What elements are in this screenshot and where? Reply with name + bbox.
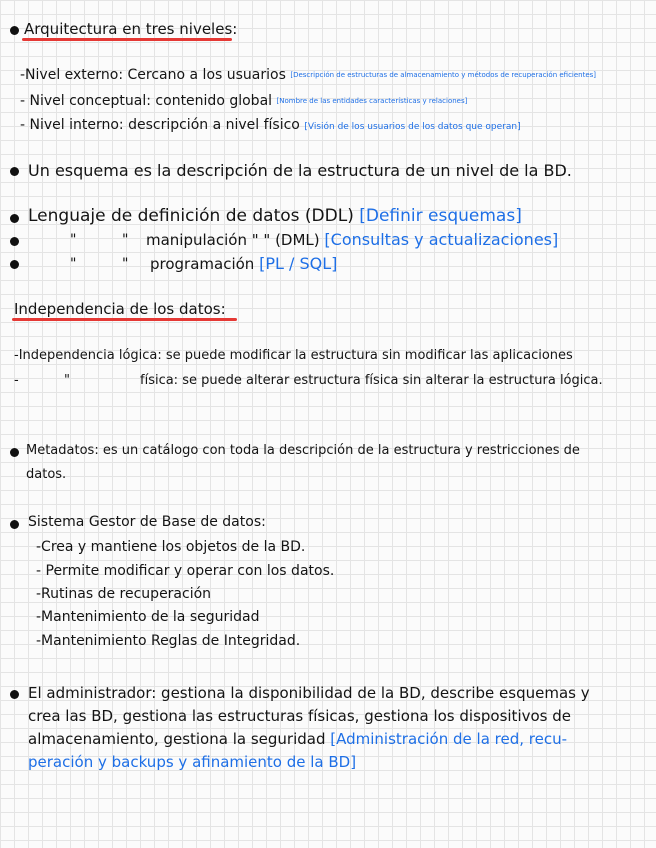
- admin-line: El administrador: gestiona la disponibilidad de la BD, describe esquemas y: [28, 684, 590, 702]
- list-item: física: se puede alterar estructura física sin alterar la estructura lógica.: [140, 373, 603, 388]
- metadatos-line: datos.: [26, 467, 67, 482]
- sgbd-title: Sistema Gestor de Base de datos:: [28, 514, 266, 530]
- ditto-mark: ": [70, 256, 77, 272]
- list-item: - Nivel conceptual: contenido global [Nombre de las entidades características y relaciones]: [20, 93, 468, 109]
- note: [PL / SQL]: [259, 254, 338, 273]
- bullet: [10, 214, 19, 223]
- metadatos-line: Metadatos: es un catálogo con toda la descripción de la estructura y restricciones de: [26, 443, 580, 458]
- admin-note-line: peración y backups y afinamiento de la BD]: [28, 753, 357, 771]
- heading-underline: [12, 318, 237, 321]
- language-ddl: Lenguaje de definición de datos (DDL) [Definir esquemas]: [28, 206, 522, 226]
- heading-underline: [22, 38, 232, 41]
- list-item: -Nivel externo: Cercano a los usuarios [Descripción de estructuras de almacenamiento y métodos de recuperación eficientes]: [20, 67, 597, 83]
- list-item: -Mantenimiento de la seguridad: [36, 609, 260, 625]
- ditto-mark: ": [122, 256, 129, 272]
- bullet: [10, 237, 19, 246]
- section-heading: Independencia de los datos:: [14, 300, 226, 318]
- list-item: -Mantenimiento Reglas de Integridad.: [36, 633, 301, 649]
- dash: -: [14, 373, 19, 388]
- list-item: - Permite modificar y operar con los datos.: [36, 563, 335, 579]
- list-item: -Independencia lógica: se puede modificar la estructura sin modificar las aplicaciones: [14, 348, 573, 363]
- bullet: [10, 448, 19, 457]
- note: [Nombre de las entidades características y relaciones]: [276, 97, 468, 105]
- note: [Consultas y actualizaciones]: [324, 230, 559, 249]
- note: [Descripción de estructuras de almacenamiento y métodos de recuperación eficientes]: [290, 71, 597, 79]
- admin-line: crea las BD, gestiona las estructuras físicas, gestiona los dispositivos de: [28, 707, 571, 725]
- bullet: [10, 26, 19, 35]
- ditto-mark: ": [64, 373, 70, 388]
- language-dml: manipulación " " (DML) [Consultas y actualizaciones]: [146, 230, 559, 249]
- language-pl: programación [PL / SQL]: [150, 254, 338, 273]
- note: [Definir esquemas]: [359, 206, 522, 226]
- bullet: [10, 520, 19, 529]
- list-item: -Crea y mantiene los objetos de la BD.: [36, 539, 306, 555]
- ditto-mark: ": [70, 232, 77, 248]
- bullet: [10, 167, 19, 176]
- admin-line: almacenamiento, gestiona la seguridad [Administración de la red, recu-: [28, 730, 568, 748]
- note: [Administración de la red, recu-: [330, 730, 568, 748]
- ditto-mark: ": [122, 232, 129, 248]
- list-item: -Rutinas de recuperación: [36, 586, 212, 602]
- note: [Visión de los usuarios de los datos que operan]: [304, 122, 521, 132]
- bullet: [10, 690, 19, 699]
- bullet: [10, 260, 19, 269]
- list-item: - Nivel interno: descripción a nivel físico [Visión de los usuarios de los datos que operan]: [20, 117, 521, 133]
- section-heading: Arquitectura en tres niveles:: [24, 20, 238, 38]
- definition-esquema: Un esquema es la descripción de la estructura de un nivel de la BD.: [28, 161, 572, 180]
